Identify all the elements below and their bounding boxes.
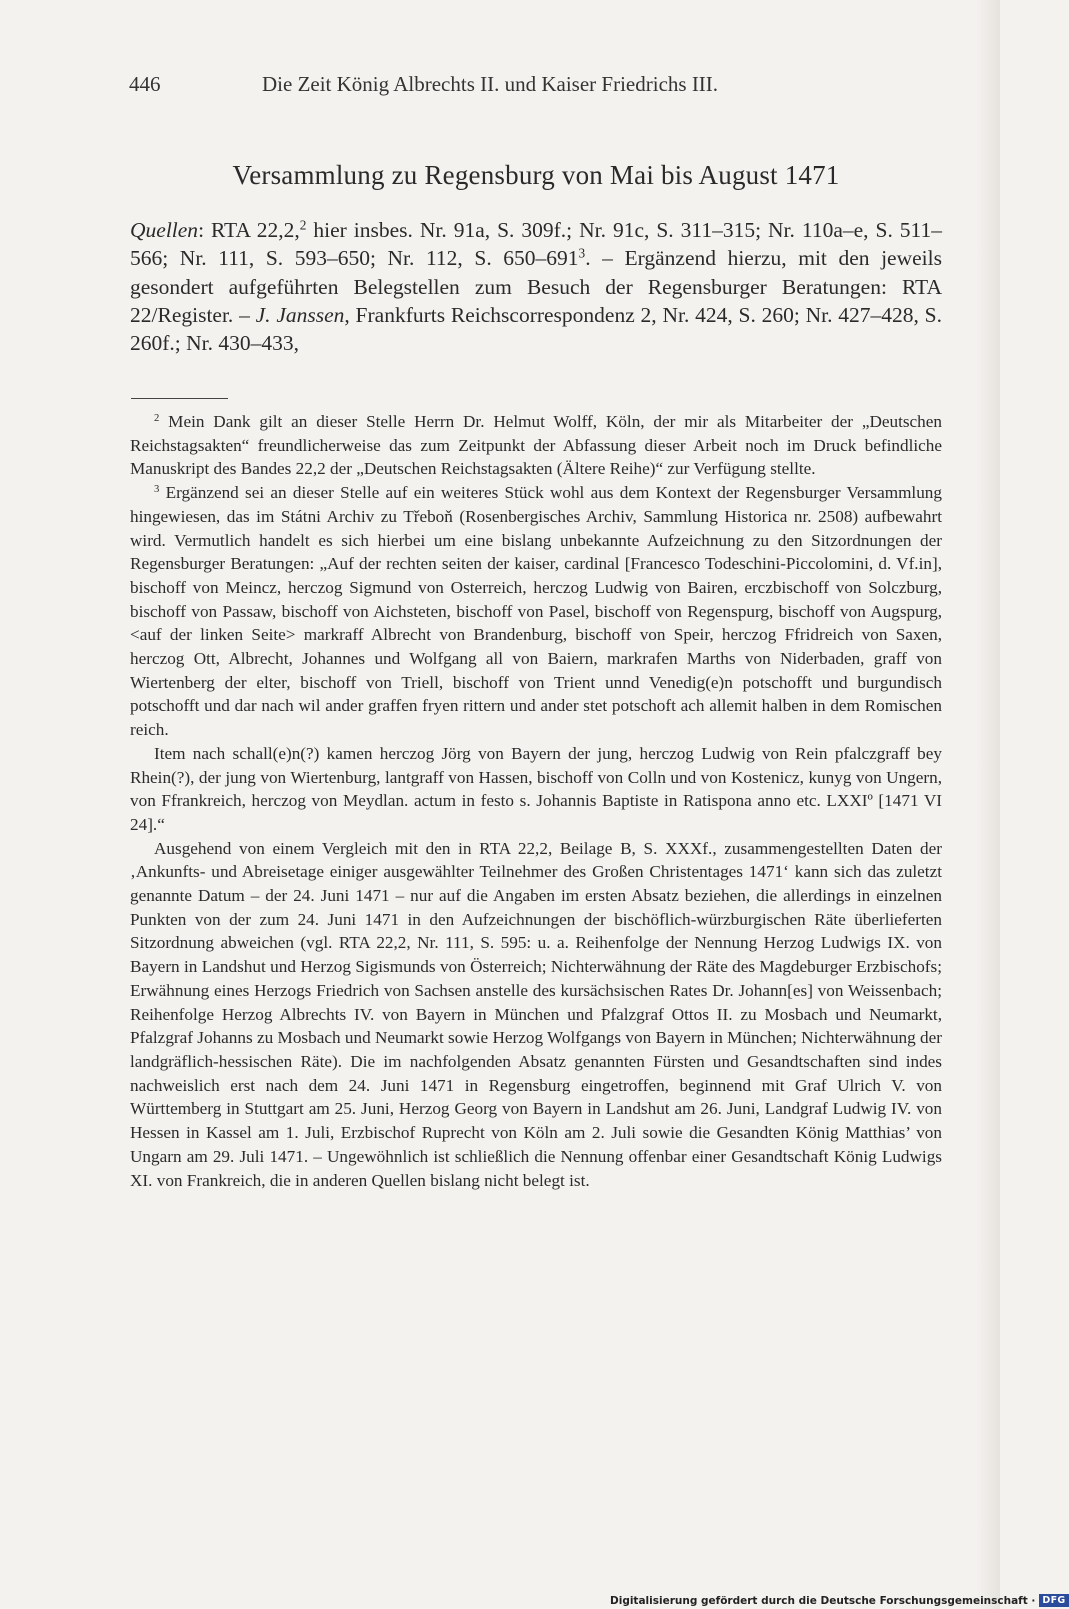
footnote-separator — [131, 398, 228, 399]
digitization-credit — [610, 1592, 1066, 1609]
footnote-text: Ergänzend sei an dieser Stelle auf ein weiteres Stück wohl aus dem Kontext der Regensburger Versammlung hingewiesen, das im Státni Archiv zu Třeboň (Rosenbergisches Archiv, Sammlung Historica nr. 2508) aufbewahrt wird. Vermutlich handelt es sich hierbei um eine bislang unbekannte Aufzeichnung zu den Sitzordnungen der Regensburger Beratungen: „Auf der rechten seiten der kaiser, cardinal [Francesco Todeschini-Piccolomini, d. Vf.in], bischoff von Meincz, herczog Sigmund von Osterreich, herczog Ludwig von Bairen, erczbischoff von Solczburg, bischoff von Passaw, bischoff von Aichsteten, bischoff von Pasel, bischoff von Regenspurg, bischoff von Augspurg, <auf der linken Seite> markraff Albrecht von Brandenburg, bischoff von Speir, herczog Ffridreich von Saxen, herczog Ott, Albrecht, Johannes und Wolfgang all von Baiern, markrafen Marths von Niderbaden, graff von Wiertenberg der elter, bischoff von Triell, bischoff von Trient unnd Venedig(e)n potschofft und burgundisch potschofft und dar nach wil ander graffen fryen rittern und ander stet potschoft ach allemit halben in dem Romischen reich. — [130, 483, 942, 740]
footnote-3-discussion — [130, 837, 942, 1193]
sources-text-4: , Frankfurts Reichscorrespondenz 2, Nr. 424, S. 260; Nr. 427–428, S. 260f.; Nr. 430–433, — [130, 302, 942, 356]
author-name: J. Janssen — [255, 302, 345, 327]
credit-text: Digitalisierung gefördert durch die Deutsche Forschungsgemeinschaft · — [610, 1594, 1036, 1607]
footnote-ref-2[interactable]: 2 — [299, 217, 307, 233]
footnote-text: Item nach schall(e)n(?) kamen herczog Jörg von Bayern der jung, herczog Ludwig von Rein pfalczgraff bey Rhein(?), der jung von Wiertenburg, lantgraff von Hassen, bischoff von Colln und von Kostenicz, kunyg von Ungern, von Ffrankreich, herczog von Meydlan. actum in festo s. Johannis Baptiste in Ratispona anno etc. LXXIº [1471 VI 24].“ — [130, 743, 942, 834]
page-number: 446 — [129, 72, 161, 96]
footnote-3-continuation — [130, 742, 942, 837]
page-edge-shadow — [976, 0, 1000, 1609]
sources-text-3: . – Ergänzend hierzu, mit den jeweils gesondert aufgeführten Belegstellen zum Besuch der Regensburger Beratungen: RTA 22/Register. – — [130, 246, 942, 327]
footnotes — [130, 410, 942, 1192]
footnote-2 — [130, 410, 942, 481]
sources-label: Quellen — [130, 218, 199, 242]
footnote-ref-3[interactable]: 3 — [578, 245, 586, 261]
sources-text-2: hier insbes. Nr. 91a, S. 309f.; Nr. 91c, S. 311–315; Nr. 110a–e, S. 511–566; Nr. 111, S. 593–650; Nr. 112, S. 650–691 — [130, 218, 942, 271]
footnote-text: Ausgehend von einem Vergleich mit den in RTA 22,2, Beilage B, S. XXXf., zusammengestellten Daten der ‚Ankunfts- und Abreisetage einiger ausgewählter Teilnehmer des Großen Christentages 1471‘ kann sich das zuletzt genannte Datum – der 24. Juni 1471 – nur auf die Angaben im ersten Absatz beziehen, die allerdings in einzelnen Punkten von der zum 24. Juni 1471 in den Aufzeichnungen der bischöflich-würzburgischen Räte überlieferten Sitzordnung abweichen (vgl. RTA 22,2, Nr. 111, S. 595: u. a. Reihenfolge der Nennung Herzog Ludwigs IX. von Bayern in Landshut und Herzog Sigismunds von Österreich; Nichterwähnung der Räte des Magdeburger Erzbischofs; Erwähnung eines Herzogs Friedrich von Sachsen anstelle des kursächsischen Rates Dr. Johann[es] von Weissenbach; Reihenfolge Herzog Albrechts IV. von Bayern in München und Pfalzgraf Ottos II. zu Mosbach und Neumarkt, Pfalzgraf Johanns zu Mosbach und Neumarkt sowie Herzog Wolfgangs von Bayern in München; Nichterwähnung der landgräflich-hessischen Räte). Die im nachfolgenden Absatz genannten Fürsten und Gesandtschaften sind indes nachweislich erst nach dem 24. Juni 1471 in Regensburg eingetroffen, beginnend mit Graf Ulrich V. von Württemberg in Stuttgart am 25. Juni, Herzog Georg von Bayern in Landshut am 26. Juni, Landgraf Ludwig IV. von Hessen in Kassel am 1. Juli, Erzbischof Ruprecht von Köln am 2. Juli sowie die Gesandten König Matthias’ von Ungarn am 29. Juli 1471. – Ungewöhnlich ist schließlich die Nennung offenbar einer Gesandtschaft König Ludwigs XI. von Frankreich, die in anderen Quellen bislang nicht belegt ist. — [130, 838, 942, 1190]
sources-paragraph — [130, 216, 942, 357]
footnote-marker: 2 — [154, 413, 160, 425]
footnote-marker: 3 — [154, 484, 160, 496]
footnote-text: Mein Dank gilt an dieser Stelle Herrn Dr. Helmut Wolff, Köln, der mir als Mitarbeiter der „Deutschen Reichstagsakten“ freundlicherweise das zum Zeitpunkt der Abfassung dieser Arbeit noch im Druck befindliche Manuskript des Bandes 22,2 der „Deutschen Reichstagsakten (Ältere Reihe)“ zur Verfügung stellte. — [130, 412, 942, 479]
footnote-3 — [130, 481, 942, 742]
section-heading: Versammlung zu Regensburg von Mai bis August 1471 — [232, 160, 840, 190]
dfg-logo-icon: DFG — [1039, 1594, 1068, 1607]
sources-text-1: : RTA 22,2, — [198, 218, 300, 242]
running-title: Die Zeit König Albrechts II. und Kaiser Friedrichs III. — [262, 72, 719, 96]
